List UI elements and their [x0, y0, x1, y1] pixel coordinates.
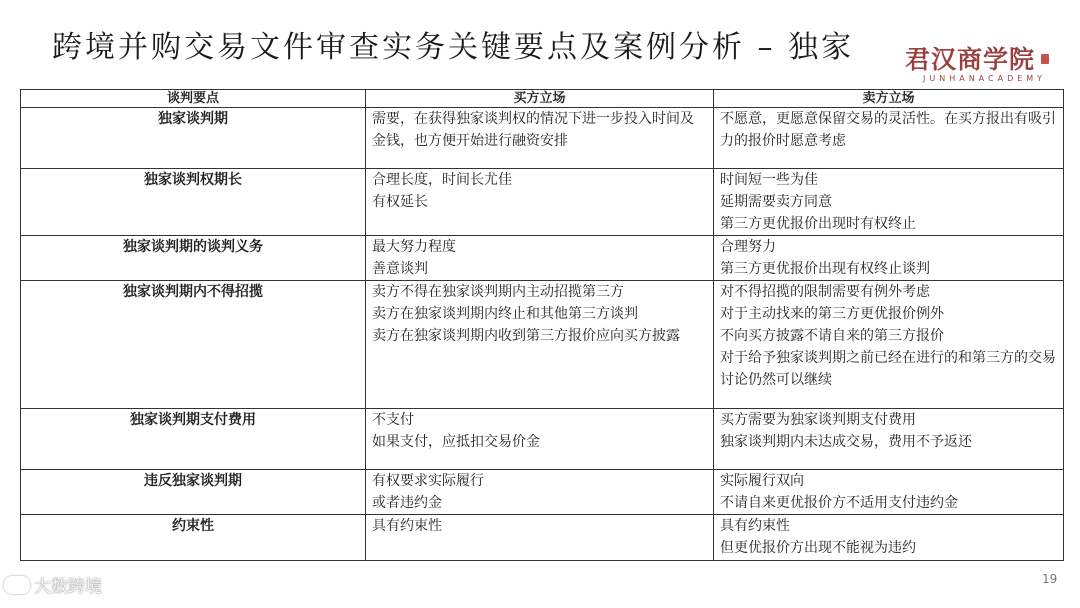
- table-row: [21, 515, 1064, 561]
- seller-position: 对不得招揽的限制需要有例外考虑 对于主动找来的第三方更优报价例外 不向买方披露不请自来的第三方报价 对于给予独家谈判期之前已经在进行的和第三方的交易讨论仍然可以继续: [714, 281, 1064, 409]
- page-number: 19: [1042, 572, 1058, 586]
- negotiation-point: 约束性: [21, 515, 366, 561]
- table-header-row: [21, 90, 1064, 108]
- table-row: [21, 236, 1064, 281]
- watermark-text: 大数跨境: [34, 577, 102, 597]
- seal-icon: [1041, 54, 1049, 64]
- negotiation-point: 违反独家谈判期: [21, 470, 366, 515]
- header-buyer-position: 买方立场: [366, 90, 714, 108]
- header-seller-position: 卖方立场: [714, 90, 1064, 108]
- table-row: [21, 169, 1064, 236]
- buyer-position: 合理长度，时间长尤佳 有权延长: [366, 169, 714, 236]
- table-row: [21, 281, 1064, 409]
- logo-subtext: JUNHANACADEMY: [923, 74, 1047, 83]
- logo-text: 君汉商学院: [905, 45, 1036, 74]
- buyer-position: 最大努力程度 善意谈判: [366, 236, 714, 281]
- negotiation-table: [20, 89, 1064, 561]
- header-negotiation-point: 谈判要点: [21, 90, 366, 108]
- buyer-position: 需要，在获得独家谈判权的情况下进一步投入时间及金钱，也方便开始进行融资安排: [366, 108, 714, 169]
- seller-position: 买方需要为独家谈判期支付费用 独家谈判期内未达成交易，费用不予返还: [714, 409, 1064, 470]
- negotiation-point: 独家谈判权期长: [21, 169, 366, 236]
- seller-position: 时间短一些为佳 延期需要卖方同意 第三方更优报价出现时有权终止: [714, 169, 1064, 236]
- watermark: [4, 572, 102, 597]
- buyer-position: 有权要求实际履行 或者违约金: [366, 470, 714, 515]
- negotiation-point: 独家谈判期支付费用: [21, 409, 366, 470]
- watermark-icon: [4, 576, 30, 594]
- brand-logo: [905, 40, 1055, 92]
- seller-position: 实际履行双向 不请自来更优报价方不适用支付违约金: [714, 470, 1064, 515]
- negotiation-point: 独家谈判期内不得招揽: [21, 281, 366, 409]
- seller-position: 不愿意，更愿意保留交易的灵活性。在买方报出有吸引力的报价时愿意考虑: [714, 108, 1064, 169]
- table-row: [21, 409, 1064, 470]
- seller-position: 合理努力 第三方更优报价出现有权终止谈判: [714, 236, 1064, 281]
- seller-position: 具有约束性 但更优报价方出现不能视为违约: [714, 515, 1064, 561]
- table-row: [21, 470, 1064, 515]
- buyer-position: 卖方不得在独家谈判期内主动招揽第三方 卖方在独家谈判期内终止和其他第三方谈判 卖方在独家谈判期内收到第三方报价应向买方披露: [366, 281, 714, 409]
- negotiation-point: 独家谈判期的谈判义务: [21, 236, 366, 281]
- negotiation-point: 独家谈判期: [21, 108, 366, 169]
- buyer-position: 不支付 如果支付，应抵扣交易价金: [366, 409, 714, 470]
- table-row: [21, 108, 1064, 169]
- slide-title: 跨境并购交易文件审查实务关键要点及案例分析 – 独家: [52, 30, 855, 65]
- buyer-position: 具有约束性: [366, 515, 714, 561]
